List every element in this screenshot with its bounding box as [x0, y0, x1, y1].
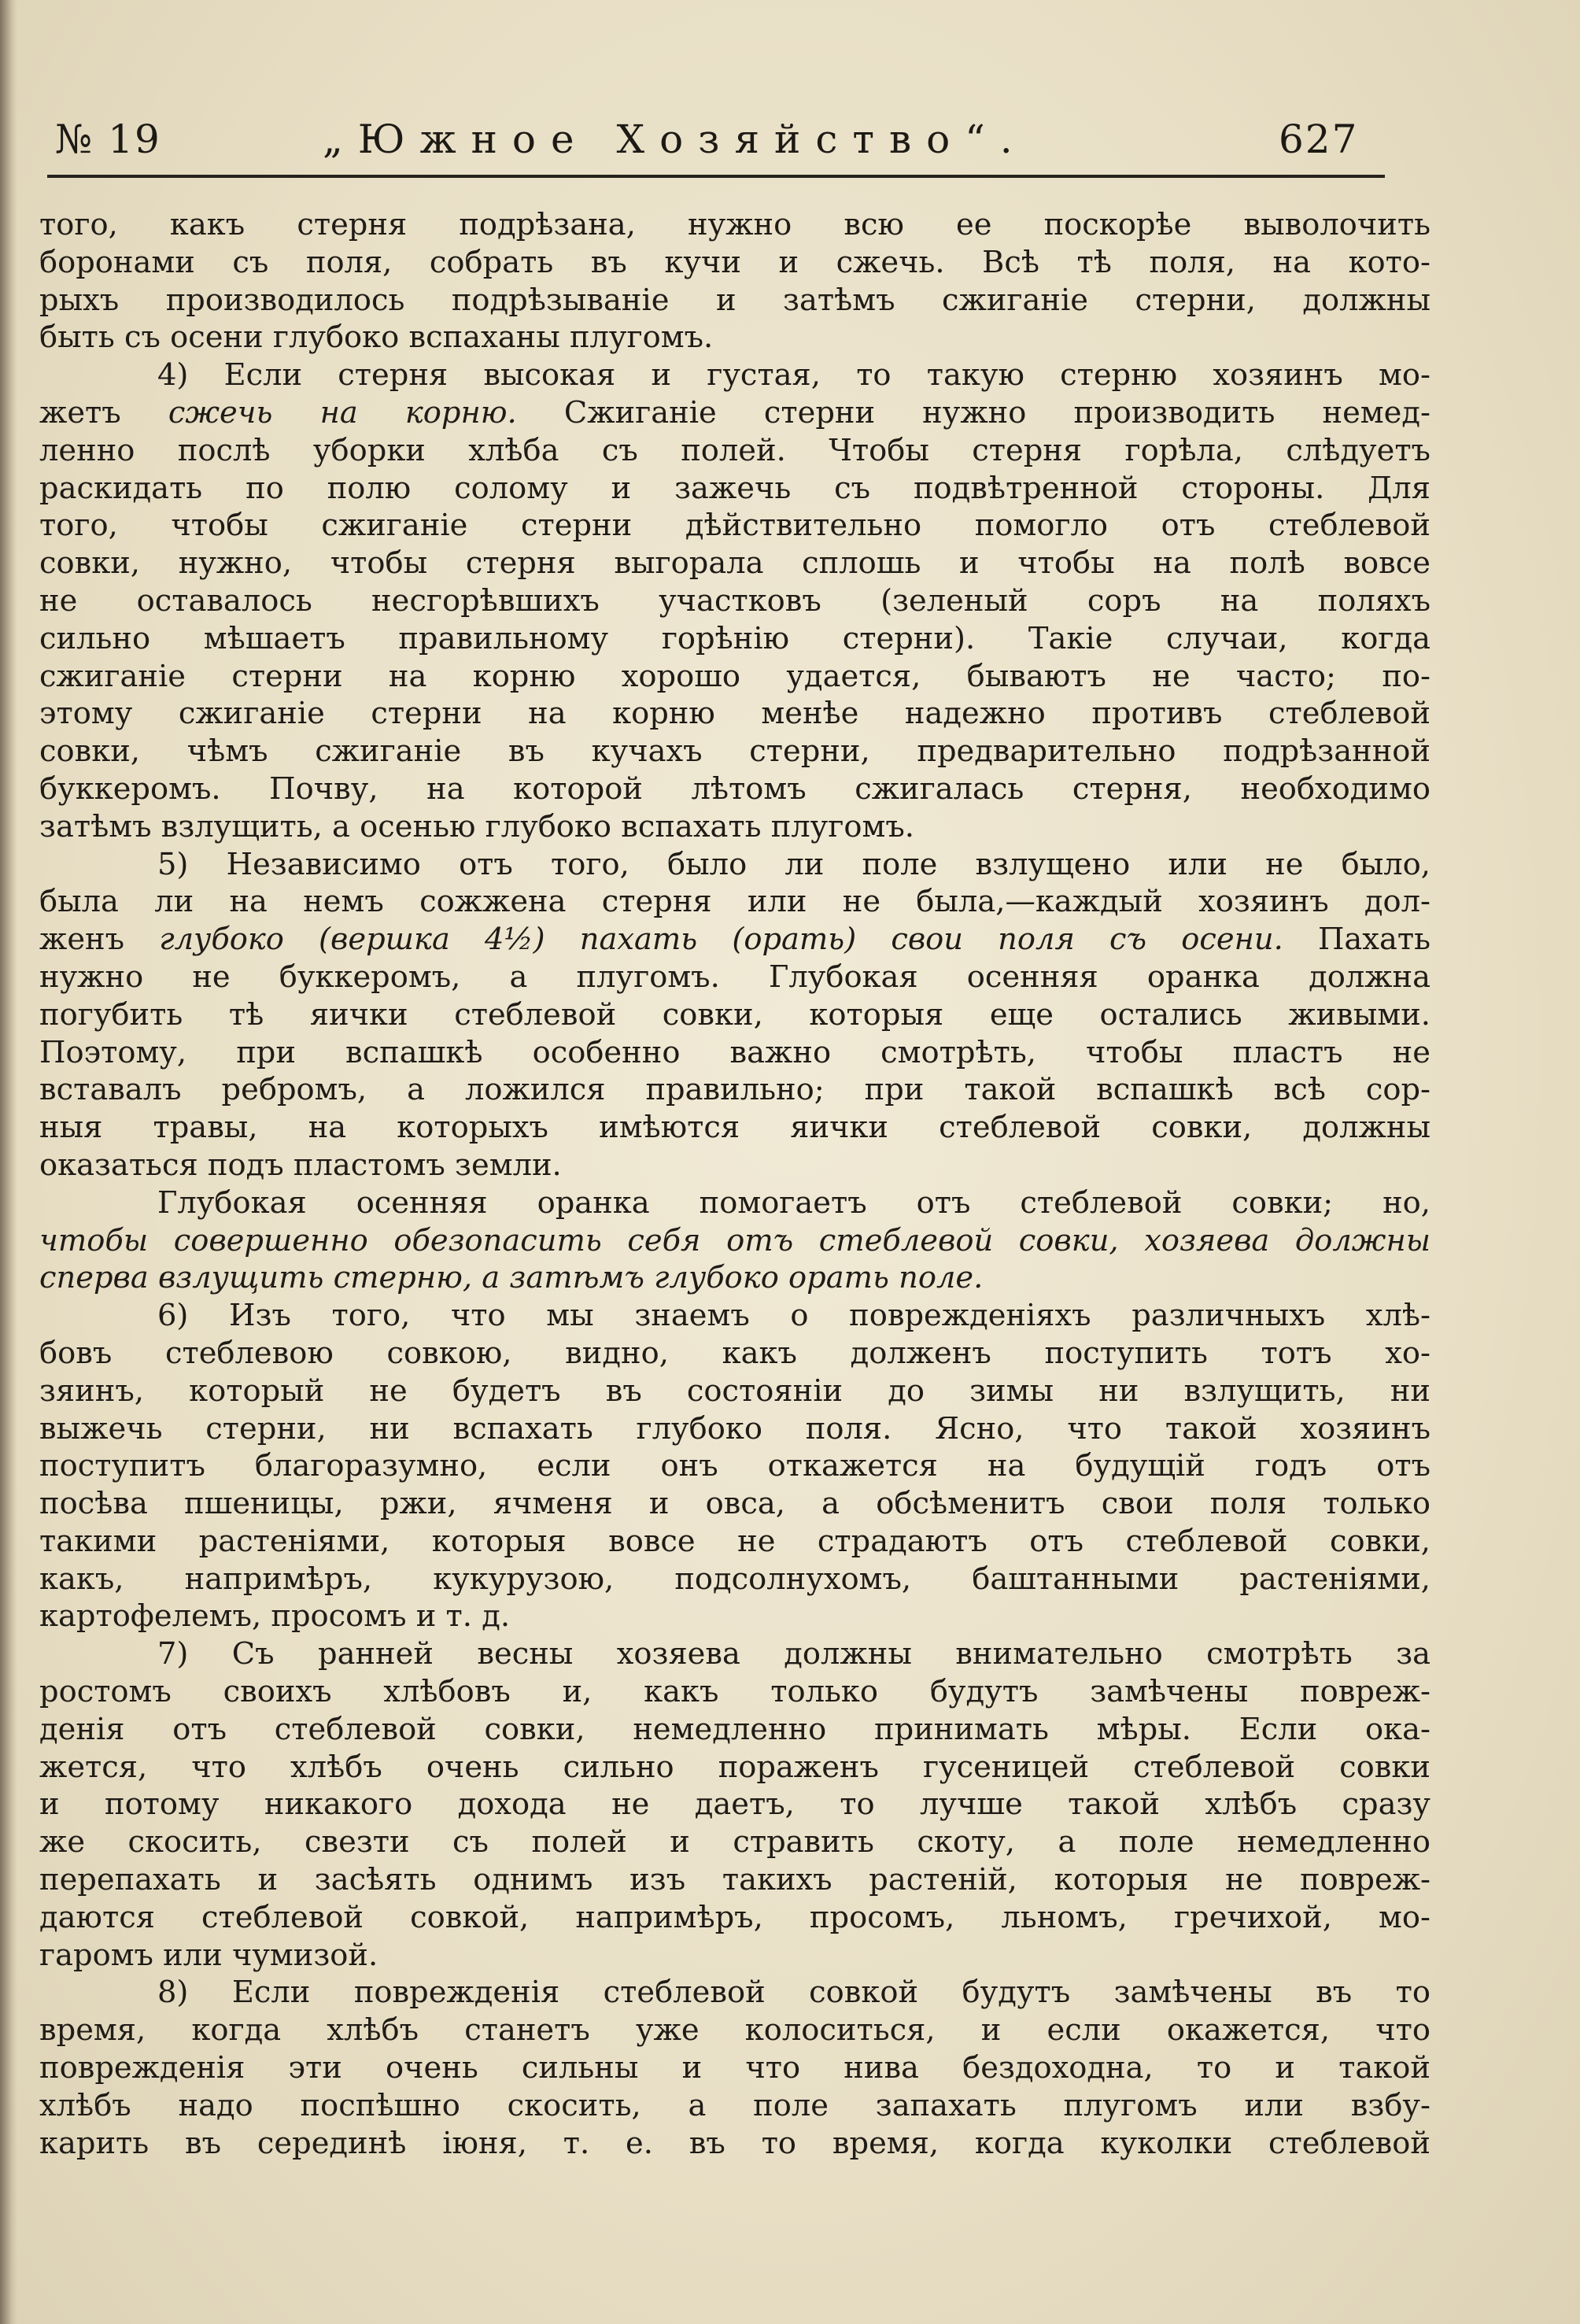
text-segment: Пахать	[1283, 922, 1430, 958]
text-line: перепахать и засѣять однимъ изъ такихъ растеній, которыя не повреж-	[39, 1862, 1430, 1898]
journal-title: „Южное Хозяйство“.	[323, 116, 1028, 162]
article-body	[39, 206, 1430, 2162]
text-line: того, какъ стерня подрѣзана, нужно всю ее поскорѣе выволочить	[39, 207, 1430, 242]
text-line: не оставалось несгорѣвшихъ участковъ (зеленый соръ на поляхъ	[39, 582, 1430, 619]
text-line: оказаться подъ пластомъ земли.	[39, 1147, 562, 1183]
text-line: выжечь стерни, ни вспахать глубоко поля. Ясно, что такой хозяинъ	[39, 1410, 1430, 1446]
text-line: сильно мѣшаетъ правильному горѣнію стерни). Такіе случаи, когда	[39, 620, 1430, 656]
text-line: совки, нужно, чтобы стерня выгорала сплошь и чтобы на полѣ вовсе	[39, 545, 1430, 582]
text-line: и потому никакого дохода не даетъ, то лучше такой хлѣбъ сразу	[39, 1786, 1430, 1823]
issue-number: № 19	[55, 116, 161, 162]
text-segment: Глубокая осенняя оранка помогаетъ отъ стеблевой совки; но,	[157, 1184, 1430, 1221]
text-line: буккеромъ. Почву, на которой лѣтомъ сжигалась стерня, необходимо	[39, 770, 1430, 807]
text-line: гаромъ или чумизой.	[39, 1937, 378, 1973]
text-line: жется, что хлѣбъ очень сильно пораженъ гусеницей стеблевой совки	[39, 1749, 1430, 1785]
text-line: зяинъ, который не будетъ въ состояніи до зимы ни взлущить, ни	[39, 1373, 1430, 1409]
text-line: Поэтому, при вспашкѣ особенно важно смотрѣть, чтобы пластъ не	[39, 1034, 1430, 1070]
text-line: раскидать по полю солому и зажечь съ подвѣтренной стороны. Для	[39, 470, 1430, 506]
text-line: поступитъ благоразумно, если онъ откажется на будущій годъ отъ	[39, 1448, 1430, 1484]
text-line: того, чтобы сжиганіе стерни дѣйствительно помогло отъ стеблевой	[39, 508, 1430, 544]
italic-segment: чтобы совершенно обезопасить себя отъ стеблевой совки, хозяева должны	[39, 1222, 1430, 1258]
text-line: такими растеніями, которыя вовсе не страдаютъ отъ стеблевой совки,	[39, 1523, 1430, 1559]
text-segment: Сжиганіе стерни нужно производить немед-	[516, 394, 1430, 430]
text-segment: 5) Независимо отъ того, было ли поле взлущено или не было,	[157, 846, 1430, 882]
text-line	[39, 1259, 1430, 1297]
text-line	[39, 1635, 1430, 1673]
text-line	[39, 1184, 1430, 1222]
text-line: погубить тѣ яички стеблевой совки, которыя еще остались живыми.	[39, 996, 1430, 1033]
running-header	[55, 116, 1377, 172]
text-line: вставалъ ребромъ, а ложился правильно; при такой вспашкѣ всѣ сор-	[39, 1072, 1430, 1108]
text-line: денія отъ стеблевой совки, немедленно принимать мѣры. Если ока-	[39, 1711, 1430, 1747]
text-line: время, когда хлѣбъ станетъ уже колоситься, и если окажется, что	[39, 2012, 1430, 2049]
text-line: какъ, напримѣръ, кукурузою, подсолнухомъ, баштанными растеніями,	[39, 1561, 1430, 1597]
text-line: сжиганіе стерни на корню хорошо удается, бываютъ не часто; по-	[39, 658, 1430, 694]
text-line: посѣва пшеницы, ржи, ячменя и овса, а обсѣменитъ свои поля только	[39, 1486, 1430, 1522]
text-line: картофелемъ, просомъ и т. д.	[39, 1598, 511, 1635]
text-segment: 7) Съ ранней весны хозяева должны внимательно смотрѣть за	[157, 1636, 1430, 1672]
text-segment: 4) Если стерня высокая и густая, то такую стерню хозяинъ мо-	[157, 357, 1430, 393]
text-line: этому сжиганіе стерни на корню менѣе надежно противъ стеблевой	[39, 696, 1430, 732]
text-line	[39, 846, 1430, 884]
text-line: хлѣбъ надо поспѣшно скосить, а поле запахать плугомъ или взбу-	[39, 2087, 1430, 2123]
text-line: затѣмъ взлущить, а осенью глубоко вспахать плугомъ.	[39, 808, 914, 844]
page-binding-edge	[0, 0, 17, 2324]
text-segment: 6) Изъ того, что мы знаемъ о поврежденіяхъ различныхъ хлѣ-	[157, 1298, 1430, 1334]
text-line: даются стеблевой совкой, напримѣръ, просомъ, льномъ, гречихой, мо-	[39, 1899, 1430, 1935]
text-line: боронами съ поля, собрать въ кучи и сжечь. Всѣ тѣ поля, на кото-	[39, 244, 1430, 280]
page-number: 627	[1279, 116, 1359, 162]
text-line: ленно послѣ уборки хлѣба съ полей. Чтобы стерня горѣла, слѣдуетъ	[39, 432, 1430, 468]
text-segment: женъ	[39, 922, 160, 958]
text-line	[39, 394, 1430, 432]
text-line: совки, чѣмъ сжиганіе въ кучахъ стерни, предварительно подрѣзанной	[39, 733, 1430, 770]
text-line	[39, 357, 1430, 394]
text-line: рыхъ производилось подрѣзываніе и затѣмъ сжиганіе стерни, должны	[39, 282, 1430, 318]
text-line: быть съ осени глубоко вспаханы плугомъ.	[39, 320, 714, 356]
text-line	[39, 921, 1430, 959]
text-line: ныя травы, на которыхъ имѣются яички стеблевой совки, должны	[39, 1110, 1430, 1146]
text-line: бовъ стеблевою совкою, видно, какъ долженъ поступить тотъ хо-	[39, 1335, 1430, 1371]
text-line: была ли на немъ сожжена стерня или не была,—каждый хозяинъ дол-	[39, 884, 1430, 920]
text-segment: жетъ	[39, 394, 168, 430]
text-line: поврежденія эти очень сильны и что нива бездоходна, то и такой	[39, 2050, 1430, 2086]
text-line: карить въ серединѣ іюня, т. е. въ то время, когда куколки стеблевой	[39, 2125, 1430, 2161]
text-line: ростомъ своихъ хлѣбовъ и, какъ только будутъ замѣчены повреж-	[39, 1674, 1430, 1710]
italic-segment: сжечь на корню.	[168, 394, 517, 430]
italic-segment: глубоко (вершка 4½) пахать (орать) свои поля съ осени.	[159, 922, 1283, 958]
text-line	[39, 1297, 1430, 1335]
text-line	[39, 1222, 1430, 1260]
italic-segment: сперва взлущить стерню, а затѣмъ глубоко орать поле.	[39, 1260, 984, 1296]
text-line: же скосить, свезти съ полей и стравить скоту, а поле немедленно	[39, 1824, 1430, 1860]
text-line	[39, 1974, 1430, 2012]
text-segment: 8) Если поврежденія стеблевой совкой будутъ замѣчены въ то	[157, 1975, 1430, 2011]
header-rule	[47, 175, 1385, 178]
text-line: нужно не буккеромъ, а плугомъ. Глубокая осенняя оранка должна	[39, 959, 1430, 995]
